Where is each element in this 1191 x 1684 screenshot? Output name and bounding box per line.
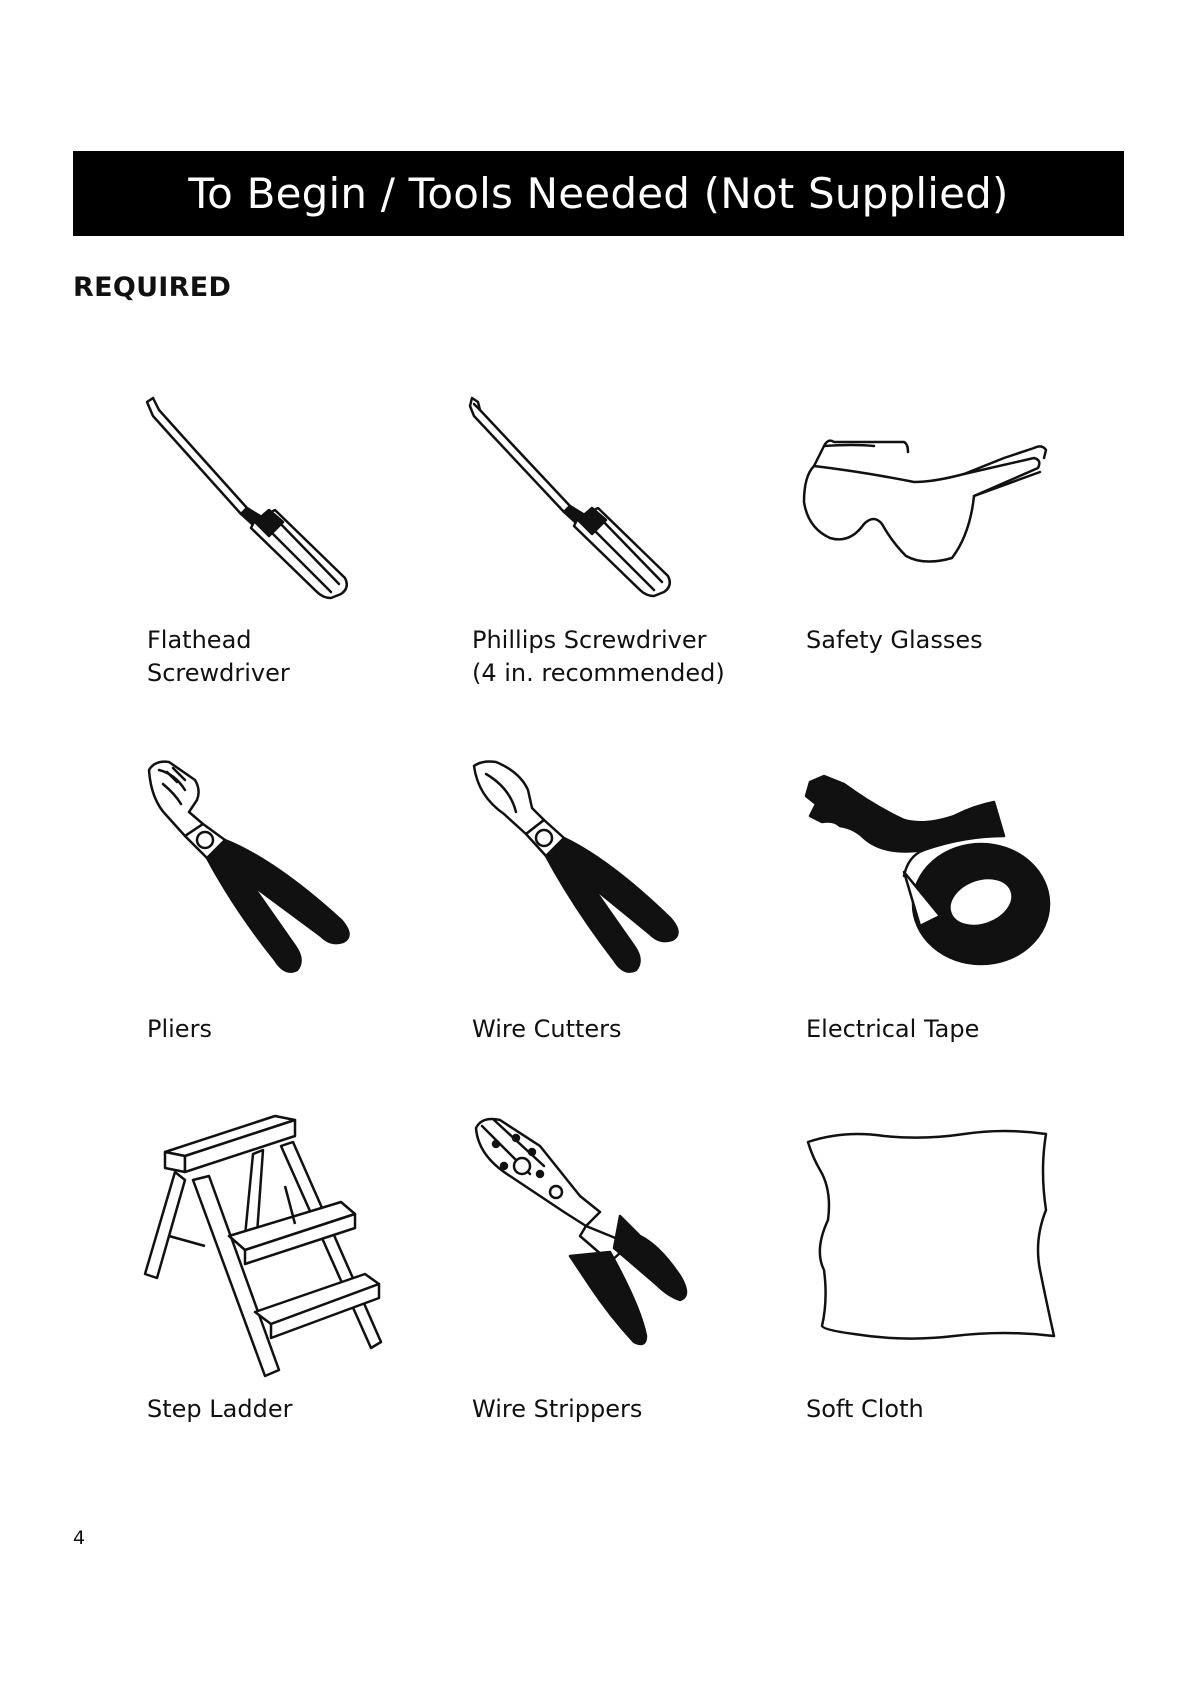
electrical-tape-icon	[804, 776, 1054, 966]
wire-strippers-icon	[470, 1116, 700, 1356]
step-ladder-icon	[145, 1116, 385, 1376]
tool-label: Wire Cutters	[472, 1015, 622, 1043]
soft-cloth-icon	[804, 1130, 1054, 1340]
wire-cutters-icon	[470, 760, 690, 980]
safety-glasses-icon	[804, 438, 1054, 568]
page-number: 4	[73, 1527, 86, 1549]
tool-label: Wire Strippers	[472, 1395, 643, 1423]
section-heading-required: REQUIRED	[73, 272, 232, 303]
tool-label: Pliers	[147, 1015, 212, 1043]
tool-label: Soft Cloth	[806, 1395, 924, 1423]
tool-label: Flathead Screwdriver	[147, 626, 290, 687]
tool-label: Step Ladder	[147, 1395, 293, 1423]
flathead-screwdriver-icon	[145, 398, 355, 603]
tool-label: Phillips Screwdriver (4 in. recommended)	[472, 626, 725, 687]
page-title: To Begin / Tools Needed (Not Supplied)	[188, 169, 1009, 218]
title-banner	[73, 151, 1124, 236]
tool-label: Safety Glasses	[806, 626, 983, 654]
tool-label: Electrical Tape	[806, 1015, 980, 1043]
phillips-screwdriver-icon	[470, 398, 680, 603]
pliers-icon	[145, 760, 365, 980]
